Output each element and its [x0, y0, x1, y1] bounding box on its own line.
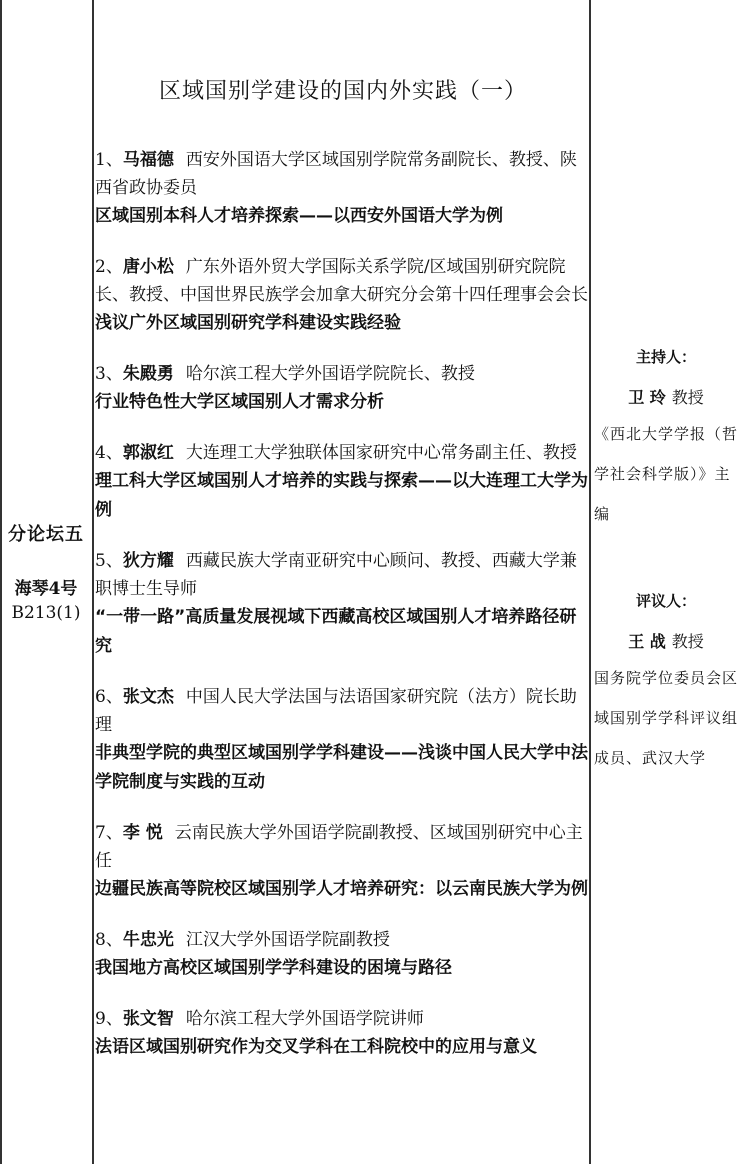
speaker-info [95, 439, 589, 467]
speaker-affiliation: 中国人民大学法国与法语国家研究院（法方）院长助理 [95, 687, 577, 735]
forum-label: 分论坛五 [8, 524, 84, 545]
speaker-affiliation: 哈尔滨工程大学外国语学院院长、教授 [185, 364, 475, 384]
talk-item [95, 146, 589, 231]
reviewer-label: 评议人： [635, 592, 696, 610]
talk-title: 浅议广外区域国别研究学科建设实践经验 [95, 313, 401, 333]
talk-number: 2、 [95, 257, 123, 277]
speaker-affiliation: 大连理工大学独联体国家研究中心常务副主任、教授 [185, 443, 577, 463]
talk-item [95, 819, 589, 904]
talk-title: 非典型学院的典型区域国别学学科建设——浅谈中国人民大学中法学院制度与实践的互动 [95, 743, 588, 792]
talk-number: 4、 [95, 443, 123, 463]
reviewer-person [592, 629, 740, 652]
talk-item [95, 253, 589, 338]
speaker-name: 唐小松 [122, 257, 174, 277]
talk-number: 5、 [95, 551, 123, 571]
talk-item [95, 547, 589, 661]
talk-title: 行业特色性大学区域国别人才需求分析 [95, 392, 384, 412]
host-person [592, 385, 740, 408]
speaker-name: 张文杰 [122, 687, 174, 707]
speaker-affiliation: 西藏民族大学南亚研究中心顾问、教授、西藏大学兼职博士生导师 [95, 551, 577, 599]
panel-title: 区域国别学建设的国内外实践（一） [158, 79, 527, 104]
talk-number: 6、 [95, 687, 123, 707]
speaker-affiliation: 西安外国语大学区域国别学院常务副院长、教授、陕西省政协委员 [95, 150, 577, 198]
speaker-info [95, 146, 589, 202]
speaker-affiliation: 哈尔滨工程大学外国语学院讲师 [185, 1009, 424, 1029]
reviewer-block [592, 590, 740, 778]
talk-title: 区域国别本科人才培养探索——以西安外国语大学为例 [95, 206, 503, 226]
reviewer-rank: 教授 [671, 632, 704, 651]
speaker-name: 李 悦 [122, 823, 163, 843]
talk-title: “一带一路”高质量发展视域下西藏高校区域国别人才培养路径研究 [95, 607, 577, 656]
talk-title: 我国地方高校区域国别学学科建设的困境与路径 [95, 958, 452, 978]
speaker-info [95, 1005, 589, 1033]
column-divider-right [589, 0, 591, 1164]
talk-item [95, 360, 589, 417]
talk-item [95, 439, 589, 525]
session-column [0, 520, 92, 623]
reviewer-name: 王 战 [628, 632, 666, 651]
speaker-info [95, 819, 589, 875]
speaker-name: 马福德 [122, 150, 174, 170]
reviewer-description: 国务院学位委员会区域国别学学科评议组成员、武汉大学 [594, 669, 739, 767]
talk-title: 理工科大学区域国别人才培养的实践与探索——以大连理工大学为例 [95, 471, 588, 520]
speaker-name: 朱殿勇 [122, 364, 174, 384]
talk-item [95, 926, 589, 983]
host-rank: 教授 [671, 388, 704, 407]
speaker-info [95, 683, 589, 739]
talk-number: 1、 [95, 150, 123, 170]
column-divider-left [92, 0, 94, 1164]
talk-title: 边疆民族高等院校区域国别学人才培养研究：以云南民族大学为例 [95, 879, 588, 899]
talk-number: 7、 [95, 823, 123, 843]
speaker-name: 狄方耀 [122, 551, 174, 571]
room-label: 海琴4号 [14, 579, 78, 599]
speaker-affiliation: 江汉大学外国语学院副教授 [185, 930, 390, 950]
talk-number: 9、 [95, 1009, 123, 1029]
talk-title: 法语区域国别研究作为交叉学科在工科院校中的应用与意义 [95, 1037, 537, 1057]
speaker-name: 郭淑红 [122, 443, 174, 463]
speaker-affiliation: 云南民族大学外国语学院副教授、区域国别研究中心主任 [95, 823, 583, 871]
room-code: B213(1) [11, 603, 81, 623]
talk-item [95, 683, 589, 797]
speaker-name: 张文智 [122, 1009, 174, 1029]
talk-item [95, 1005, 589, 1062]
speaker-affiliation: 广东外语外贸大学国际关系学院/区域国别研究院院长、教授、中国世界民族学会加拿大研究分会第十四任理事会会长 [95, 257, 588, 305]
host-description: 《西北大学学报（哲学社会科学版）》主编 [594, 425, 739, 523]
speaker-info [95, 547, 589, 603]
host-block [592, 346, 740, 534]
speaker-info [95, 360, 589, 388]
moderator-column [592, 346, 740, 778]
talk-number: 3、 [95, 364, 123, 384]
speaker-name: 牛忠光 [122, 930, 174, 950]
talk-list [95, 146, 589, 1084]
host-name: 卫 玲 [628, 388, 666, 407]
speaker-info [95, 253, 589, 309]
host-label: 主持人： [635, 348, 696, 366]
speaker-info [95, 926, 589, 954]
talk-number: 8、 [95, 930, 123, 950]
